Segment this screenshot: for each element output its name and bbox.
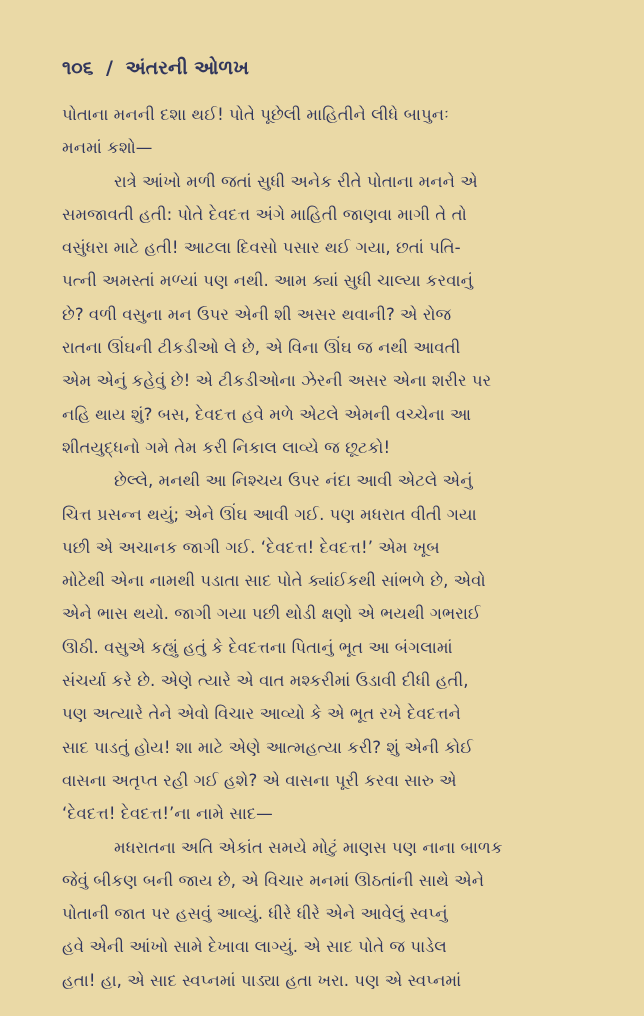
text-line: એને ભાસ થયો. જાગી ગયા પછી થોડી ક્ષણો એ ભયથી ગભરાઈ bbox=[62, 604, 481, 624]
text-line: રાતના ઊંઘની ટીકડીઓ લે છે, એ વિના ઊંઘ જ નથી આવતી bbox=[62, 338, 461, 358]
running-header bbox=[62, 56, 249, 80]
text-line: શીતયુદ્ધનો ગમે તેમ કરી નિકાલ લાવ્યે જ છૂટકો! bbox=[62, 437, 391, 457]
text-line: પત્ની અમસ્તાં મળ્યાં પણ નથી. આમ ક્યાં સુધી ચાલ્યા કરવાનું bbox=[62, 271, 473, 291]
text-line: ‘દેવદત્ત! દેવદત્ત!’ના નામે સાદ— bbox=[62, 804, 273, 824]
text-line: રાત્રે આંખો મળી જતાં સુધી અનેક રીતે પોતાના મનને એ bbox=[114, 171, 478, 191]
text-line: મોટેથી એના નામથી પડાતા સાદ પોતે ક્યાંઈકથી સાંભળે છે, એવો bbox=[62, 571, 486, 591]
text-line: મધરાતના અતિ એકાંત સમયે મોટું માણસ પણ નાના બાળક bbox=[114, 837, 503, 857]
text-line: વસુંધરા માટે હતી! આટલા દિવસો પસાર થઈ ગયા, છતાં પતિ- bbox=[62, 238, 461, 258]
body-text bbox=[62, 98, 622, 997]
text-line: પણ અત્યારે તેને એવો વિચાર આવ્યો કે એ ભૂત રખે દેવદત્તને bbox=[62, 704, 461, 724]
text-line: છે? વળી વસુના મન ઉપર એની શી અસર થવાની? એ રોજ bbox=[62, 304, 452, 324]
text-line: સંચર્યા કરે છે. એણે ત્યારે એ વાત મશ્કરીમાં ઉડાવી દીધી હતી, bbox=[62, 671, 469, 691]
text-line: સાદ પાડતું હોય! શા માટે એણે આત્મહત્યા કરી? શું એની કોઈ bbox=[62, 737, 474, 757]
text-line: મનમાં કશો— bbox=[62, 138, 153, 158]
text-line: જેવું બીકણ બની જાય છે, એ વિચાર મનમાં ઊઠતાંની સાથે એને bbox=[62, 870, 485, 890]
text-line: નહિ થાય શું? બસ, દેવદત્ત હવે મળે એટલે એમની વચ્ચેના આ bbox=[62, 404, 472, 424]
text-line: ચિત્ત પ્રસન્ન થયું; એને ઊંઘ આવી ગઈ. પણ મધરાત વીતી ગયા bbox=[62, 504, 477, 524]
text-line: ઊઠી. વસુએ કહ્યું હતું કે દેવદત્તના પિતાનું ભૂત આ બંગલામાં bbox=[62, 637, 453, 657]
text-line: હતા! હા, એ સાદ સ્વપ્નમાં પાડ્યા હતા ખરા. પણ એ સ્વપ્નમાં bbox=[62, 970, 462, 990]
text-line: પોતાના મનની દશા થઈ! પોતે પૂછેલી માહિતીને લીધે બાપુનઃ bbox=[62, 105, 449, 124]
page-number: ૧૦૬ bbox=[62, 57, 94, 79]
text-line: પછી એ અચાનક જાગી ગઈ. ‘દેવદત્ત! દેવદત્ત!’ એમ ખૂબ bbox=[62, 537, 440, 557]
text-line: હવે એની આંખો સામે દેખાવા લાગ્યું. એ સાદ પોતે જ પાડેલ bbox=[62, 937, 447, 957]
header-separator: / bbox=[106, 57, 113, 79]
text-line: વાસના અતૃપ્ત રહી ગઈ હશે? એ વાસના પૂરી કરવા સારુ એ bbox=[62, 770, 457, 790]
book-title: અંતરની ઓળખ bbox=[125, 57, 249, 79]
text-line: પોતાની જાત પર હસવું આવ્યું. ધીરે ધીરે એને આવેલું સ્વપ્નું bbox=[62, 904, 448, 924]
text-line: સમજાવતી હતી: પોતે દેવદત્ત અંગે માહિતી જાણવા માગી તે તો bbox=[62, 204, 467, 224]
text-line: એમ એનું કહેવું છે! એ ટીકડીઓના ઝેરની અસર એના શરીર પર bbox=[62, 371, 492, 391]
text-line: છેલ્લે, મનથી આ નિશ્ચય ઉપર નંદા આવી એટલે એનું bbox=[114, 471, 473, 491]
